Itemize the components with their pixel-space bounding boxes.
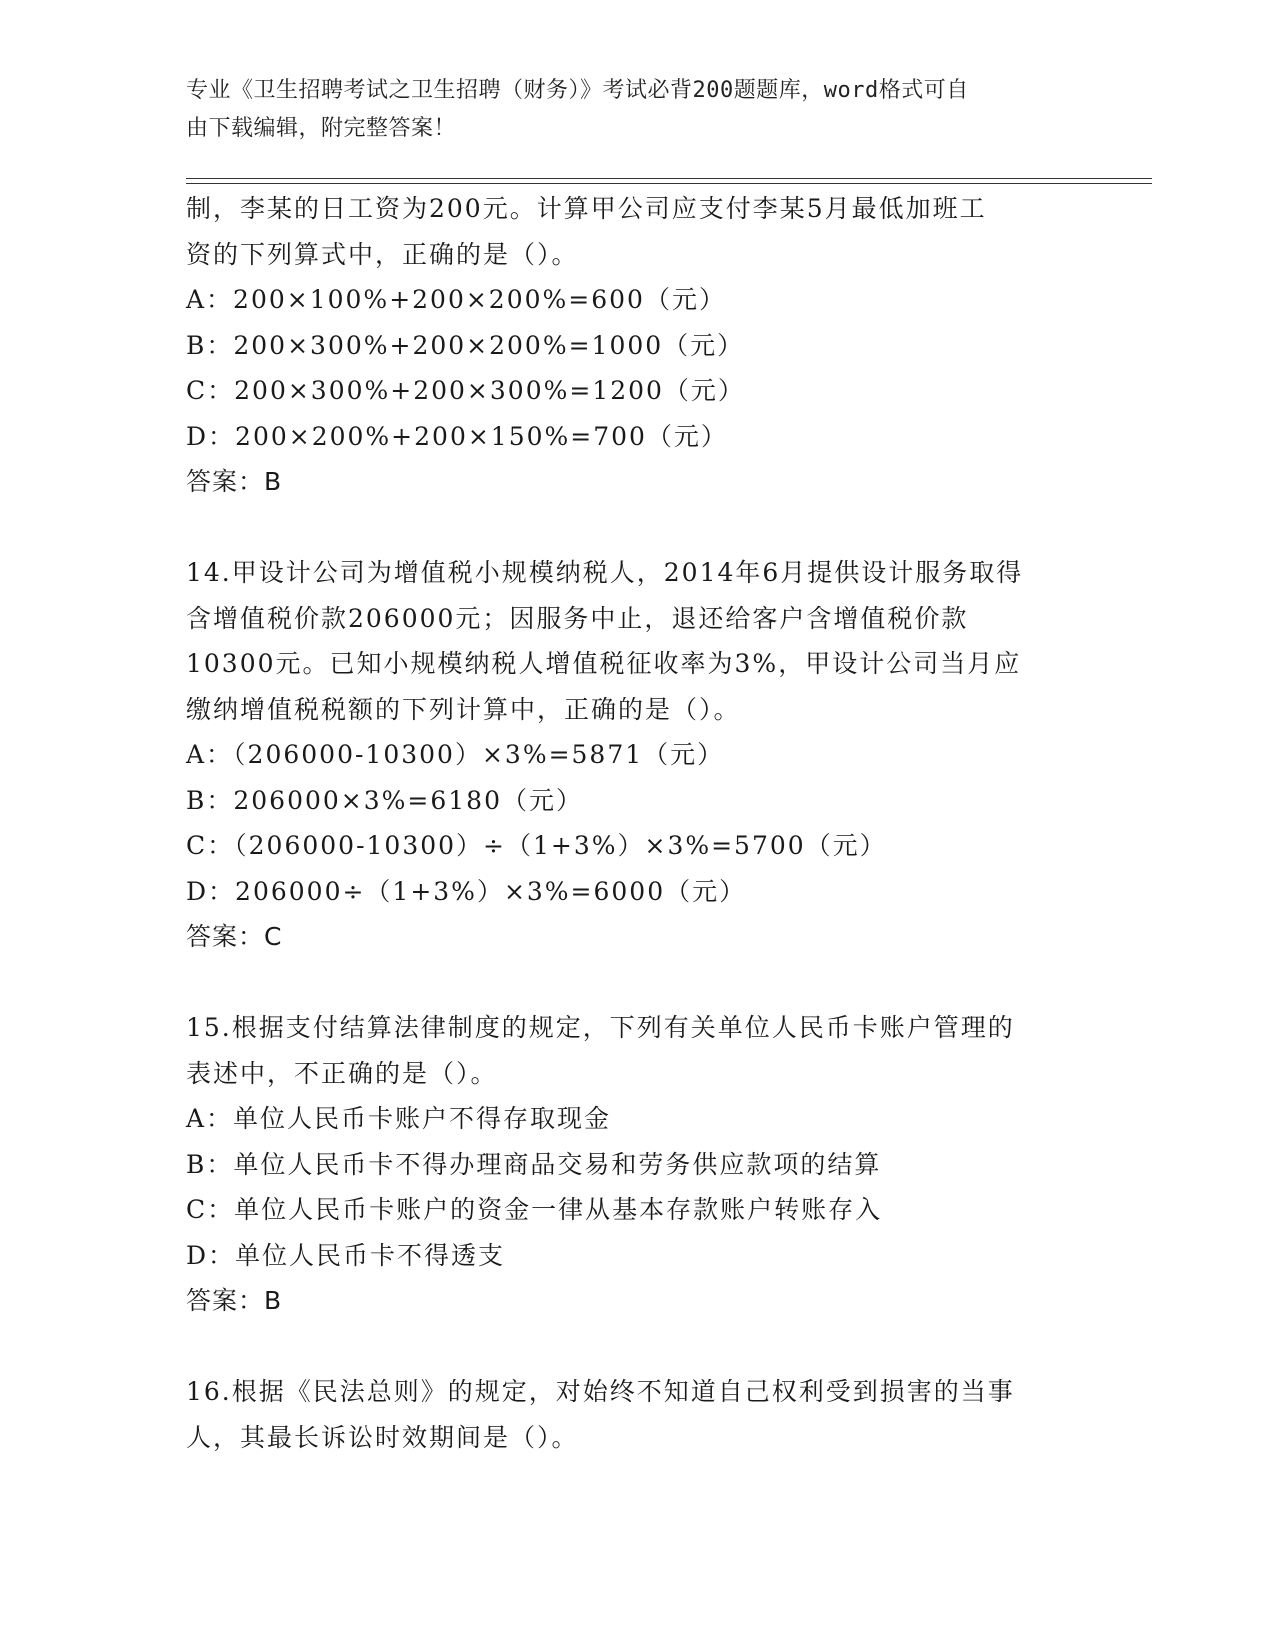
header-line-1: 专业《卫生招聘考试之卫生招聘（财务）》考试必背200题题库，word格式可自 [186, 78, 969, 103]
option-a: A：200×100%+200×200%=600（元） [186, 285, 726, 314]
option-d: D：206000÷（1+3%）×3%=6000（元） [186, 876, 747, 906]
option-c: C：200×300%+200×300%=1200（元） [186, 376, 745, 405]
option-d: D：200×200%+200×150%=700（元） [186, 421, 728, 451]
question-15 [186, 1005, 1086, 1324]
question-stem-line: 资的下列算式中，正确的是（）。 [186, 239, 579, 269]
question-stem-line: 15.根据支付结算法律制度的规定，下列有关单位人民币卡账户管理的 [186, 1013, 1015, 1042]
option-b: B：206000×3%=6180（元） [186, 785, 583, 815]
question-stem-line: 缴纳增值税税额的下列计算中，正确的是（）。 [186, 694, 741, 724]
option-d: D：单位人民币卡不得透支 [186, 1240, 506, 1270]
spacer [186, 505, 1086, 551]
option-c: C：单位人民币卡账户的资金一律从基本存款账户转账存入 [186, 1195, 883, 1224]
question-14 [186, 550, 1086, 960]
option-a: A：单位人民币卡账户不得存取现金 [186, 1104, 612, 1133]
option-c: C：（206000-10300）÷（1+3%）×3%=5700（元） [186, 831, 887, 860]
option-b: B：单位人民币卡不得办理商品交易和劳务供应款项的结算 [186, 1149, 882, 1179]
header-divider-top [186, 178, 1152, 179]
question-stem-line: 含增值税价款206000元；因服务中止，退还给客户含增值税价款 [186, 603, 969, 633]
spacer [186, 960, 1086, 1006]
question-stem-line: 制，李某的日工资为200元。计算甲公司应支付李某5月最低加班工 [186, 194, 987, 223]
question-stem-line: 人，其最长诉讼时效期间是（）。 [186, 1422, 579, 1452]
question-stem-line: 14.甲设计公司为增值税小规模纳税人，2014年6月提供设计服务取得 [186, 558, 1024, 587]
question-stem-line: 16.根据《民法总则》的规定，对始终不知道自己权利受到损害的当事 [186, 1377, 1015, 1406]
option-b: B：200×300%+200×200%=1000（元） [186, 330, 745, 360]
question-stem-line: 表述中，不正确的是（）。 [186, 1058, 498, 1088]
answer-line: 答案：B [186, 467, 283, 496]
answer-line: 答案：B [186, 1286, 283, 1315]
question-stem-line: 10300元。已知小规模纳税人增值税征收率为3%，甲设计公司当月应 [186, 649, 1022, 678]
header-divider-bottom [186, 183, 1152, 184]
header-line-2: 由下载编辑，附完整答案！ [186, 116, 457, 141]
question-16 [186, 1369, 1086, 1460]
document-header [186, 72, 1066, 148]
question-13 [186, 186, 1086, 505]
option-a: A：（206000-10300）×3%=5871（元） [186, 740, 725, 769]
question-body [186, 186, 1086, 1460]
answer-line: 答案：C [186, 922, 283, 951]
spacer [186, 1324, 1086, 1370]
